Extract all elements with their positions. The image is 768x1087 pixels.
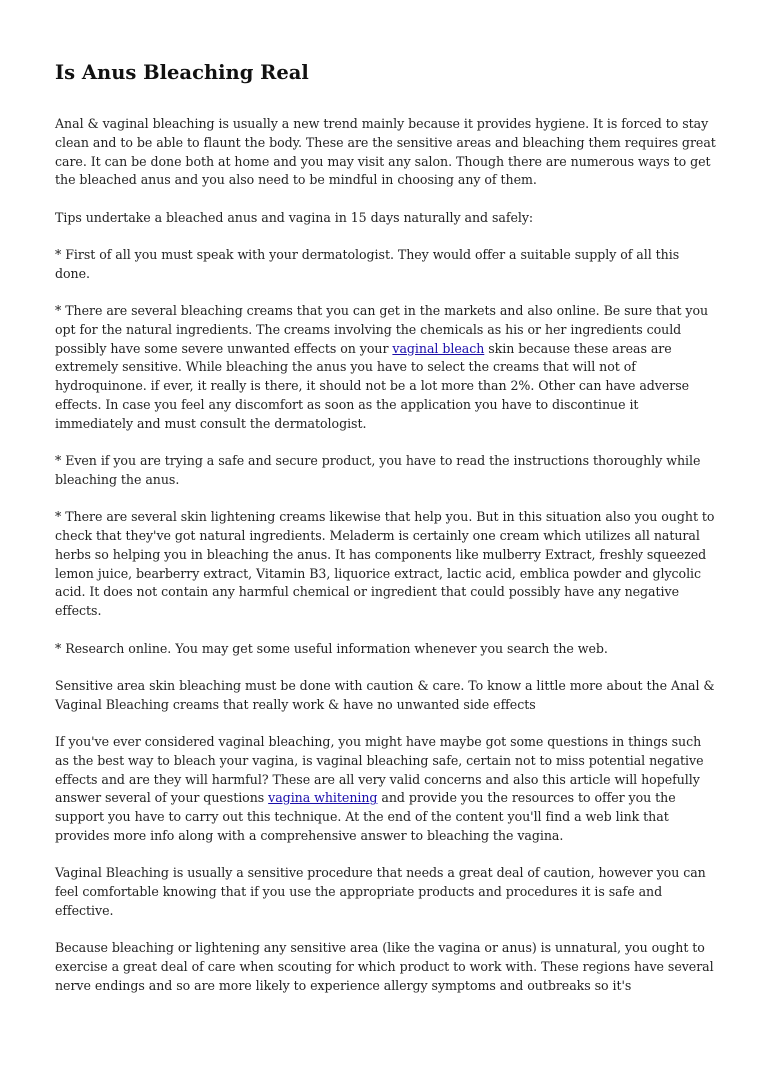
vagina-whitening-link[interactable]: vagina whitening xyxy=(268,790,378,806)
document-title: Is Anus Bleaching Real xyxy=(55,61,309,84)
paragraph-sensitive-procedure: Vaginal Bleaching is usually a sensitive procedure that needs a great deal of caution, however you can feel comfortable knowing that if you use the appropriate products and procedures it is safe and effective. xyxy=(55,865,706,918)
paragraph-unnatural: Because bleaching or lightening any sensitive area (like the vagina or anus) is unnatural, you ought to exercise a great deal of care when scouting for which product to work with. These regions have several nerve endings and so are more likely to experience allergy symptoms and outbreaks so it's xyxy=(55,940,714,993)
paragraph-sensitive-area: Sensitive area skin bleaching must be done with caution & care. To know a little more about the Anal & Vaginal Bleaching creams that really work & have no unwanted side effects xyxy=(55,677,715,712)
paragraph-text: * There are several bleaching creams that you can get in the markets and also online. Be sure that you opt for the natural ingredients. The creams involving the chemicals as his or her ingredients could possibly have some severe unwanted effects on your xyxy=(55,303,709,356)
paragraph-tip-dermatologist: * First of all you must speak with your dermatologist. They would offer a suitable supply of all this done. xyxy=(55,246,680,281)
paragraph-intro: Anal & vaginal bleaching is usually a new trend mainly because it provides hygiene. It is forced to stay clean and to be able to flaunt the body. These are the sensitive areas and bleaching them requires great care. It can be done both at home and you may visit any salon. Though there are numerous ways to get the bleached anus and you also need to be mindful in choosing any of them. xyxy=(55,116,716,188)
paragraph-considered xyxy=(55,733,717,846)
paragraph-text: skin because these areas are extremely sensitive. While bleaching the anus you have to select the creams that will not of hydroquinone. if ever, it really is there, it should not be a lot more than 2%. Other can have adverse effects. In case you feel any discomfort as soon as the application you have to discontinue it immediately and must consult the dermatologist. xyxy=(55,340,690,431)
paragraph-tips-heading: Tips undertake a bleached anus and vagina in 15 days naturally and safely: xyxy=(55,209,534,225)
paragraph-tip-lightening-creams: * There are several skin lightening creams likewise that help you. But in this situation also you ought to check that they've got natural ingredients. Meladerm is certainly one cream which utilizes all natural herbs so helping you in bleaching the anus. It has components like mulberry Extract, freshly squeezed lemon juice, bearberry extract, Vitamin B3, liquorice extract, lactic acid, emblica powder and glycolic acid. It does not contain any harmful chemical or ingredient that could possibly have any negative effects. xyxy=(55,509,715,619)
paragraph-text: and provide you the resources to offer you the support you have to carry out this technique. At the end of the content you'll find a web link that provides more info along with a comprehensive answer to bleaching the vagina. xyxy=(55,790,676,843)
paragraph-tip-creams xyxy=(55,302,717,434)
paragraph-tip-instructions: * Even if you are trying a safe and secure product, you have to read the instructions thoroughly while bleaching the anus. xyxy=(55,453,701,487)
paragraph-text: If you've ever considered vaginal bleaching, you might have maybe got some questions in things such as the best way to bleach your vagina, is vaginal bleaching safe, certain not to miss potential negative effects and are they will harmful? These are all very valid concerns and also this article will hopefully answer several of your questions xyxy=(55,733,704,806)
document-page xyxy=(55,58,717,1014)
paragraph-tip-research: * Research online. You may get some useful information whenever you search the web. xyxy=(55,640,608,656)
vaginal-bleach-link[interactable]: vaginal bleach xyxy=(392,340,485,356)
